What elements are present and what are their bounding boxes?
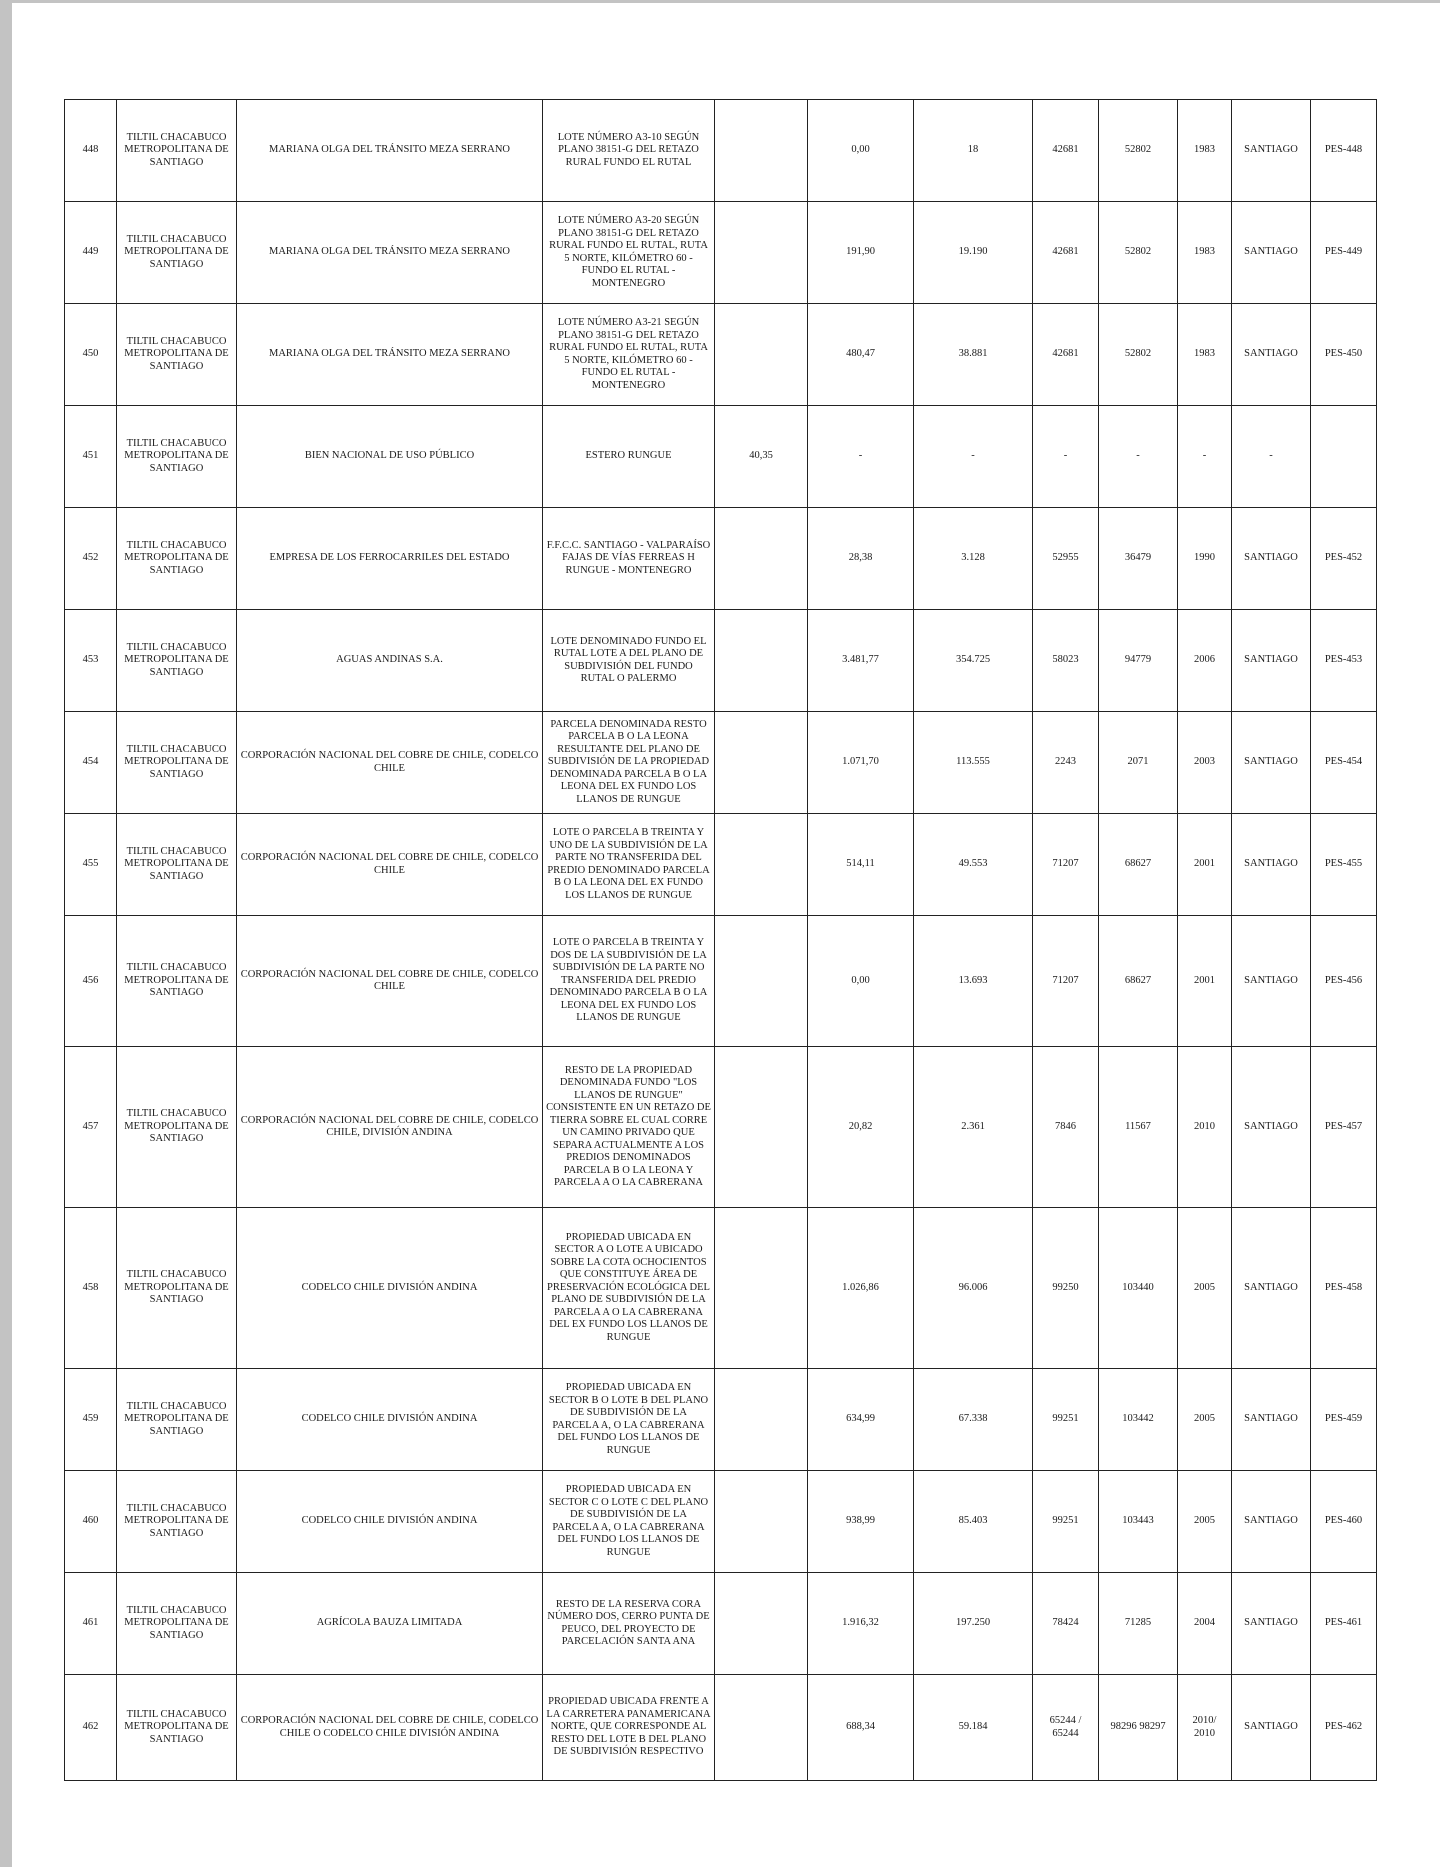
cell-area3: 59.184 [914, 1675, 1033, 1781]
cell-num: 457 [65, 1047, 117, 1208]
cell-cbr: SANTIAGO [1232, 202, 1311, 304]
cell-year: 1983 [1178, 304, 1232, 406]
cell-cbr: SANTIAGO [1232, 1471, 1311, 1573]
cell-commune: TILTIL CHACABUCO METROPOLITANA DE SANTIAGO [117, 1047, 237, 1208]
cell-property: LOTE NÚMERO A3-21 SEGÚN PLANO 38151-G DEL RETAZO RURAL FUNDO EL RUTAL, RUTA 5 NORTE, KILÓMETRO 60 - FUNDO EL RUTAL - MONTENEGRO [543, 304, 715, 406]
cell-commune: TILTIL CHACABUCO METROPOLITANA DE SANTIAGO [117, 610, 237, 712]
cell-area2: 0,00 [808, 100, 914, 202]
cell-area3: 113.555 [914, 712, 1033, 814]
cell-num-reg: 94779 [1099, 610, 1178, 712]
cell-commune: TILTIL CHACABUCO METROPOLITANA DE SANTIAGO [117, 1573, 237, 1675]
cell-area2: 1.026,86 [808, 1208, 914, 1369]
cell-year: 2004 [1178, 1573, 1232, 1675]
cell-area1 [715, 916, 808, 1047]
cell-area1 [715, 304, 808, 406]
cell-foja: 99251 [1033, 1369, 1099, 1471]
cell-commune: TILTIL CHACABUCO METROPOLITANA DE SANTIAGO [117, 202, 237, 304]
cell-owner: AGRÍCOLA BAUZA LIMITADA [237, 1573, 543, 1675]
cell-num-reg: 36479 [1099, 508, 1178, 610]
cell-commune: TILTIL CHACABUCO METROPOLITANA DE SANTIAGO [117, 304, 237, 406]
cell-commune: TILTIL CHACABUCO METROPOLITANA DE SANTIAGO [117, 1208, 237, 1369]
cell-area3: 18 [914, 100, 1033, 202]
cell-code: PES-455 [1311, 814, 1377, 916]
table-row [65, 1208, 1377, 1369]
cell-num-reg: 71285 [1099, 1573, 1178, 1675]
cell-property: F.F.C.C. SANTIAGO - VALPARAÍSO FAJAS DE VÍAS FERREAS H RUNGUE - MONTENEGRO [543, 508, 715, 610]
cell-owner: EMPRESA DE LOS FERROCARRILES DEL ESTADO [237, 508, 543, 610]
cell-area1 [715, 610, 808, 712]
cell-owner: BIEN NACIONAL DE USO PÚBLICO [237, 406, 543, 508]
cell-num-reg: 52802 [1099, 100, 1178, 202]
cell-property: LOTE O PARCELA B TREINTA Y DOS DE LA SUBDIVISIÓN DE LA SUBDIVISIÓN DE LA PARTE NO TRANSFERIDA DEL PREDIO DENOMINADO PARCELA B O LA LEONA DEL EX FUNDO LOS LLANOS DE RUNGUE [543, 916, 715, 1047]
cell-owner: MARIANA OLGA DEL TRÁNSITO MEZA SERRANO [237, 304, 543, 406]
cell-area2: 1.071,70 [808, 712, 914, 814]
cell-num-reg: 52802 [1099, 304, 1178, 406]
cell-area3: 96.006 [914, 1208, 1033, 1369]
cell-owner: CORPORACIÓN NACIONAL DEL COBRE DE CHILE, CODELCO CHILE O CODELCO CHILE DIVISIÓN ANDINA [237, 1675, 543, 1781]
table-row [65, 1675, 1377, 1781]
cell-num: 448 [65, 100, 117, 202]
table-row [65, 1369, 1377, 1471]
cell-foja: 42681 [1033, 202, 1099, 304]
cell-area1 [715, 1369, 808, 1471]
cell-num: 462 [65, 1675, 117, 1781]
cell-area3: 85.403 [914, 1471, 1033, 1573]
cell-area2: 3.481,77 [808, 610, 914, 712]
cell-year: 1983 [1178, 202, 1232, 304]
cell-commune: TILTIL CHACABUCO METROPOLITANA DE SANTIAGO [117, 406, 237, 508]
cell-area1 [715, 1573, 808, 1675]
cell-foja: 42681 [1033, 100, 1099, 202]
cell-num-reg: 2071 [1099, 712, 1178, 814]
cell-code: PES-452 [1311, 508, 1377, 610]
cell-num-reg: 103443 [1099, 1471, 1178, 1573]
cell-year: 2001 [1178, 814, 1232, 916]
cell-cbr: SANTIAGO [1232, 1047, 1311, 1208]
table-row [65, 712, 1377, 814]
cell-area2: 514,11 [808, 814, 914, 916]
cell-area2: 938,99 [808, 1471, 914, 1573]
cell-cbr: SANTIAGO [1232, 916, 1311, 1047]
cell-cbr: SANTIAGO [1232, 304, 1311, 406]
cell-area2: 28,38 [808, 508, 914, 610]
cell-cbr: SANTIAGO [1232, 508, 1311, 610]
cell-num: 454 [65, 712, 117, 814]
cell-commune: TILTIL CHACABUCO METROPOLITANA DE SANTIAGO [117, 1369, 237, 1471]
cell-code: PES-459 [1311, 1369, 1377, 1471]
cell-owner: CODELCO CHILE DIVISIÓN ANDINA [237, 1208, 543, 1369]
table-row [65, 508, 1377, 610]
cell-foja: - [1033, 406, 1099, 508]
cell-cbr: SANTIAGO [1232, 1675, 1311, 1781]
cell-area2: 688,34 [808, 1675, 914, 1781]
cell-area1 [715, 508, 808, 610]
table-row [65, 610, 1377, 712]
property-table [64, 99, 1377, 1781]
cell-foja: 7846 [1033, 1047, 1099, 1208]
cell-code: PES-448 [1311, 100, 1377, 202]
cell-owner: CORPORACIÓN NACIONAL DEL COBRE DE CHILE, CODELCO CHILE [237, 916, 543, 1047]
cell-area1 [715, 814, 808, 916]
table-row [65, 304, 1377, 406]
cell-commune: TILTIL CHACABUCO METROPOLITANA DE SANTIAGO [117, 1675, 237, 1781]
cell-area3: 354.725 [914, 610, 1033, 712]
cell-year: 1990 [1178, 508, 1232, 610]
cell-year: 2005 [1178, 1471, 1232, 1573]
cell-owner: CODELCO CHILE DIVISIÓN ANDINA [237, 1369, 543, 1471]
cell-owner: CORPORACIÓN NACIONAL DEL COBRE DE CHILE, CODELCO CHILE [237, 712, 543, 814]
cell-owner: CORPORACIÓN NACIONAL DEL COBRE DE CHILE, CODELCO CHILE, DIVISIÓN ANDINA [237, 1047, 543, 1208]
cell-year: 1983 [1178, 100, 1232, 202]
cell-code: PES-458 [1311, 1208, 1377, 1369]
cell-num-reg: 52802 [1099, 202, 1178, 304]
cell-foja: 78424 [1033, 1573, 1099, 1675]
cell-owner: CODELCO CHILE DIVISIÓN ANDINA [237, 1471, 543, 1573]
cell-code: PES-457 [1311, 1047, 1377, 1208]
cell-num: 451 [65, 406, 117, 508]
cell-owner: MARIANA OLGA DEL TRÁNSITO MEZA SERRANO [237, 100, 543, 202]
cell-property: LOTE DENOMINADO FUNDO EL RUTAL LOTE A DEL PLANO DE SUBDIVISIÓN DEL FUNDO RUTAL O PALERMO [543, 610, 715, 712]
cell-area1 [715, 202, 808, 304]
cell-num: 452 [65, 508, 117, 610]
cell-cbr: SANTIAGO [1232, 1208, 1311, 1369]
cell-property: PARCELA DENOMINADA RESTO PARCELA B O LA LEONA RESULTANTE DEL PLANO DE SUBDIVISIÓN DE LA PROPIEDAD DENOMINADA PARCELA B O LA LEONA DEL EX FUNDO LOS LLANOS DE RUNGUE [543, 712, 715, 814]
cell-property: RESTO DE LA PROPIEDAD DENOMINADA FUNDO "LOS LLANOS DE RUNGUE" CONSISTENTE EN UN RETAZO DE TIERRA SOBRE EL CUAL CORRE UN CAMINO PRIVADO QUE SEPARA ACTUALMENTE A LOS PREDIOS DENOMINADOS PARCELA B O LA LEONA Y PARCELA A O LA CABRERANA [543, 1047, 715, 1208]
cell-num-reg: 68627 [1099, 814, 1178, 916]
cell-commune: TILTIL CHACABUCO METROPOLITANA DE SANTIAGO [117, 508, 237, 610]
cell-area1: 40,35 [715, 406, 808, 508]
cell-code: PES-450 [1311, 304, 1377, 406]
cell-num: 455 [65, 814, 117, 916]
cell-cbr: - [1232, 406, 1311, 508]
cell-property: PROPIEDAD UBICADA EN SECTOR A O LOTE A UBICADO SOBRE LA COTA OCHOCIENTOS QUE CONSTITUYE ÁREA DE PRESERVACIÓN ECOLÓGICA DEL PLANO DE SUBDIVISIÓN DE LA PARCELA A O LA CABRERANA DEL EX FUNDO LOS LLANOS DE RUNGUE [543, 1208, 715, 1369]
table-row [65, 916, 1377, 1047]
cell-area3: 197.250 [914, 1573, 1033, 1675]
cell-commune: TILTIL CHACABUCO METROPOLITANA DE SANTIAGO [117, 916, 237, 1047]
cell-num-reg: - [1099, 406, 1178, 508]
cell-area2: 191,90 [808, 202, 914, 304]
cell-num: 458 [65, 1208, 117, 1369]
cell-area1 [715, 712, 808, 814]
cell-foja: 42681 [1033, 304, 1099, 406]
cell-cbr: SANTIAGO [1232, 610, 1311, 712]
cell-code [1311, 406, 1377, 508]
cell-foja: 65244 / 65244 [1033, 1675, 1099, 1781]
cell-num: 460 [65, 1471, 117, 1573]
cell-area1 [715, 100, 808, 202]
cell-area3: 49.553 [914, 814, 1033, 916]
cell-num: 456 [65, 916, 117, 1047]
cell-property: ESTERO RUNGUE [543, 406, 715, 508]
cell-area1 [715, 1047, 808, 1208]
cell-area3: 67.338 [914, 1369, 1033, 1471]
cell-owner: AGUAS ANDINAS S.A. [237, 610, 543, 712]
table-row [65, 1047, 1377, 1208]
cell-cbr: SANTIAGO [1232, 814, 1311, 916]
cell-area2: - [808, 406, 914, 508]
cell-year: - [1178, 406, 1232, 508]
cell-num-reg: 11567 [1099, 1047, 1178, 1208]
cell-property: PROPIEDAD UBICADA EN SECTOR C O LOTE C DEL PLANO DE SUBDIVISIÓN DE LA PARCELA A, O LA CABRERANA DEL FUNDO LOS LLANOS DE RUNGUE [543, 1471, 715, 1573]
cell-cbr: SANTIAGO [1232, 1369, 1311, 1471]
cell-area2: 20,82 [808, 1047, 914, 1208]
cell-cbr: SANTIAGO [1232, 100, 1311, 202]
cell-owner: MARIANA OLGA DEL TRÁNSITO MEZA SERRANO [237, 202, 543, 304]
cell-property: LOTE NÚMERO A3-20 SEGÚN PLANO 38151-G DEL RETAZO RURAL FUNDO EL RUTAL, RUTA 5 NORTE, KILÓMETRO 60 - FUNDO EL RUTAL - MONTENEGRO [543, 202, 715, 304]
table-row [65, 814, 1377, 916]
cell-code: PES-453 [1311, 610, 1377, 712]
cell-num: 450 [65, 304, 117, 406]
cell-year: 2010 [1178, 1047, 1232, 1208]
cell-num-reg: 103440 [1099, 1208, 1178, 1369]
cell-cbr: SANTIAGO [1232, 1573, 1311, 1675]
cell-foja: 58023 [1033, 610, 1099, 712]
cell-commune: TILTIL CHACABUCO METROPOLITANA DE SANTIAGO [117, 814, 237, 916]
cell-year: 2003 [1178, 712, 1232, 814]
cell-property: RESTO DE LA RESERVA CORA NÚMERO DOS, CERRO PUNTA DE PEUCO, DEL PROYECTO DE PARCELACIÓN SANTA ANA [543, 1573, 715, 1675]
cell-num: 459 [65, 1369, 117, 1471]
cell-num-reg: 98296 98297 [1099, 1675, 1178, 1781]
cell-area3: 13.693 [914, 916, 1033, 1047]
cell-property: LOTE O PARCELA B TREINTA Y UNO DE LA SUBDIVISIÓN DE LA PARTE NO TRANSFERIDA DEL PREDIO DENOMINADO PARCELA B O LA LEONA DEL EX FUNDO LOS LLANOS DE RUNGUE [543, 814, 715, 916]
cell-code: PES-461 [1311, 1573, 1377, 1675]
cell-area1 [715, 1675, 808, 1781]
table-row [65, 406, 1377, 508]
document-page [12, 3, 1440, 1867]
cell-area3: 2.361 [914, 1047, 1033, 1208]
cell-property: PROPIEDAD UBICADA FRENTE A LA CARRETERA PANAMERICANA NORTE, QUE CORRESPONDE AL RESTO DEL LOTE B DEL PLANO DE SUBDIVISIÓN RESPECTIVO [543, 1675, 715, 1781]
cell-area3: 38.881 [914, 304, 1033, 406]
cell-area2: 1.916,32 [808, 1573, 914, 1675]
cell-area1 [715, 1208, 808, 1369]
cell-foja: 71207 [1033, 916, 1099, 1047]
cell-foja: 99251 [1033, 1471, 1099, 1573]
cell-commune: TILTIL CHACABUCO METROPOLITANA DE SANTIAGO [117, 712, 237, 814]
cell-commune: TILTIL CHACABUCO METROPOLITANA DE SANTIAGO [117, 100, 237, 202]
cell-year: 2005 [1178, 1369, 1232, 1471]
cell-year: 2005 [1178, 1208, 1232, 1369]
cell-property: PROPIEDAD UBICADA EN SECTOR B O LOTE B DEL PLANO DE SUBDIVISIÓN DE LA PARCELA A, O LA CABRERANA DEL FUNDO LOS LLANOS DE RUNGUE [543, 1369, 715, 1471]
cell-num: 453 [65, 610, 117, 712]
cell-owner: CORPORACIÓN NACIONAL DEL COBRE DE CHILE, CODELCO CHILE [237, 814, 543, 916]
cell-area3: 19.190 [914, 202, 1033, 304]
cell-code: PES-456 [1311, 916, 1377, 1047]
cell-num: 461 [65, 1573, 117, 1675]
table-row [65, 1573, 1377, 1675]
cell-area3: 3.128 [914, 508, 1033, 610]
cell-area3: - [914, 406, 1033, 508]
cell-area2: 0,00 [808, 916, 914, 1047]
cell-foja: 99250 [1033, 1208, 1099, 1369]
cell-foja: 2243 [1033, 712, 1099, 814]
table-row [65, 100, 1377, 202]
cell-year: 2010/ 2010 [1178, 1675, 1232, 1781]
cell-year: 2001 [1178, 916, 1232, 1047]
cell-num-reg: 68627 [1099, 916, 1178, 1047]
cell-year: 2006 [1178, 610, 1232, 712]
cell-area2: 634,99 [808, 1369, 914, 1471]
cell-code: PES-460 [1311, 1471, 1377, 1573]
cell-code: PES-454 [1311, 712, 1377, 814]
cell-area2: 480,47 [808, 304, 914, 406]
cell-foja: 71207 [1033, 814, 1099, 916]
cell-foja: 52955 [1033, 508, 1099, 610]
cell-cbr: SANTIAGO [1232, 712, 1311, 814]
table-row [65, 202, 1377, 304]
cell-num: 449 [65, 202, 117, 304]
cell-code: PES-462 [1311, 1675, 1377, 1781]
cell-area1 [715, 1471, 808, 1573]
cell-property: LOTE NÚMERO A3-10 SEGÚN PLANO 38151-G DEL RETAZO RURAL FUNDO EL RUTAL [543, 100, 715, 202]
cell-commune: TILTIL CHACABUCO METROPOLITANA DE SANTIAGO [117, 1471, 237, 1573]
cell-num-reg: 103442 [1099, 1369, 1178, 1471]
cell-code: PES-449 [1311, 202, 1377, 304]
table-row [65, 1471, 1377, 1573]
